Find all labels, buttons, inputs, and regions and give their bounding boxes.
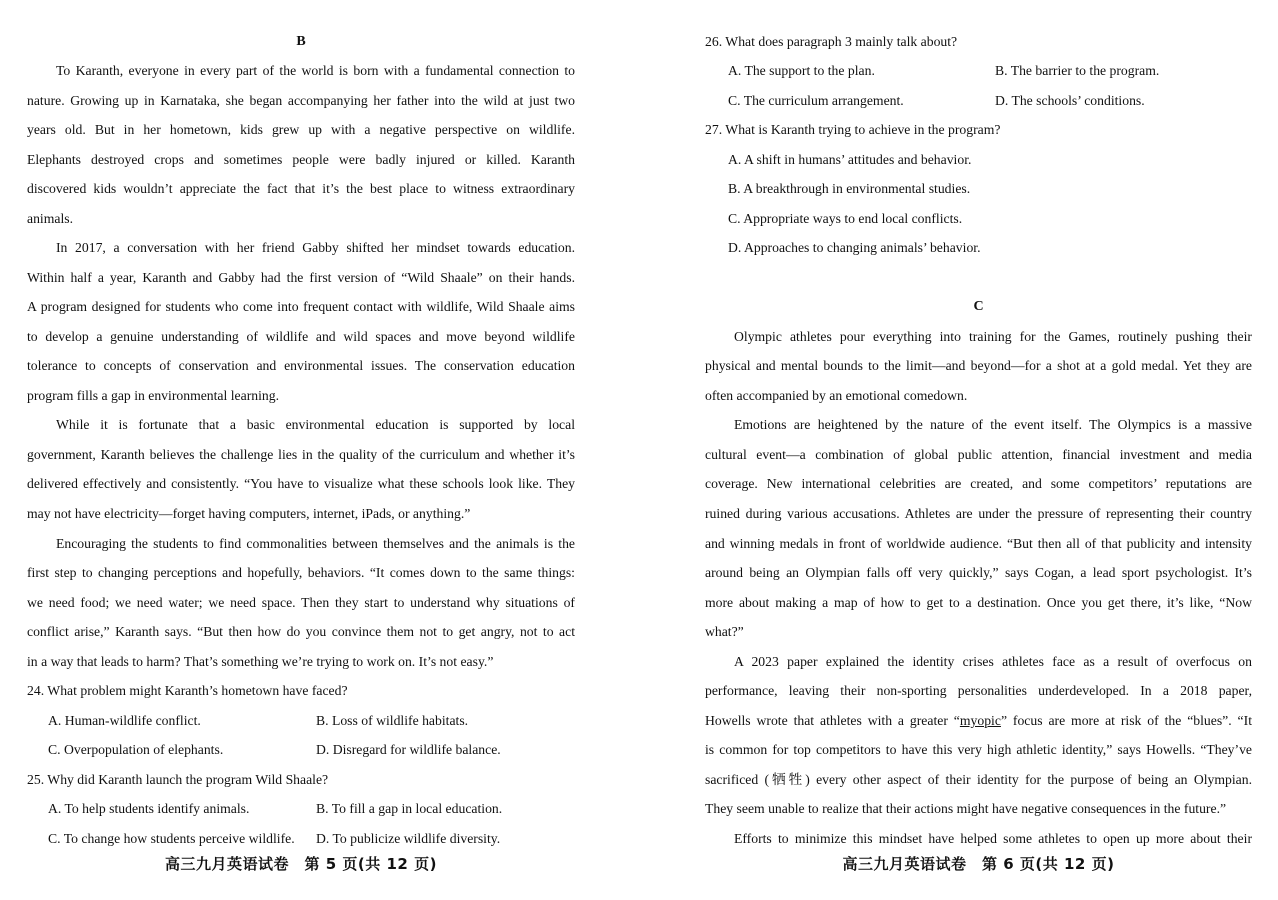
section-heading-b: B [296, 34, 306, 49]
answer-option: B. Loss of wildlife habitats. [316, 713, 469, 728]
answer-option: A. Human-wildlife conflict. [48, 713, 201, 728]
question-stem: 26. What does paragraph 3 mainly talk about? [705, 34, 958, 49]
text-line: A program designed for students who come into frequent contact with wildlife, Wild Shaale aims [27, 299, 575, 314]
text-line: we need food; we need water; we need space. Then they start to understand why situations of [27, 595, 575, 610]
question-stem: 24. What problem might Karanth’s hometown have faced? [27, 683, 348, 698]
text-line-with-underline: Howells wrote that athletes with a greater “myopic” focus are more at risk of the “blues”. “It [705, 713, 1252, 728]
text-line: discovered kids wouldn’t appreciate the fact that it’s the best place to witness extraordinary [27, 181, 575, 196]
text-line: more about making a map of how to get to a destination. Once you get there, it’s like, “Now [705, 595, 1252, 610]
text-line: around being an Olympian falls off very quickly,” says Cogan, a lead sport psychologist. It’s [705, 565, 1252, 580]
text-line: delivered effectively and consistently. “You have to visualize what these schools look like. They [27, 476, 575, 491]
text-line: animals. [27, 211, 73, 226]
answer-option: A. To help students identify animals. [48, 801, 250, 816]
text-line: Encouraging the students to find commonalities between themselves and the animals is the [56, 536, 575, 551]
page-footer: 高三九月英语试卷 第 6 页(共 12 页) [842, 855, 1115, 873]
text-line: While it is fortunate that a basic environmental education is supported by local [56, 417, 575, 432]
answer-option: C. Appropriate ways to end local conflicts. [728, 211, 963, 226]
exam-page-6 [705, 0, 1252, 900]
answer-option: B. To fill a gap in local education. [316, 801, 503, 816]
answer-option: A. A shift in humans’ attitudes and behavior. [728, 152, 972, 167]
text-line: To Karanth, everyone in every part of the world is born with a fundamental connection to [56, 63, 575, 78]
text-line: physical and mental bounds to the limit—and beyond—for a shot at a gold medal. Yet they are [705, 358, 1252, 373]
option-row [27, 706, 575, 736]
question-stem: 25. Why did Karanth launch the program Wild Shaale? [27, 772, 329, 787]
answer-option: B. A breakthrough in environmental studies. [728, 181, 971, 196]
text-line: in a way that leads to harm? That’s something we’re trying to work on. It’s not easy.” [27, 654, 494, 669]
answer-option: D. Approaches to changing animals’ behavior. [728, 240, 981, 255]
section-heading-c: C [973, 299, 984, 314]
exam-page-5 [27, 0, 575, 900]
text-line: Olympic athletes pour everything into training for the Games, routinely pushing their [734, 329, 1252, 344]
option-row [27, 735, 575, 765]
answer-option: D. The schools’ conditions. [995, 93, 1145, 108]
text-line: cultural event—a combination of global public attention, financial investment and media [705, 447, 1252, 462]
text-line: tolerance to concepts of conservation and environmental issues. The conservation education [27, 358, 575, 373]
question-stem: 27. What is Karanth trying to achieve in the program? [705, 122, 1001, 137]
answer-option: B. The barrier to the program. [995, 63, 1160, 78]
text-line: They seem unable to realize that their actions might have negative consequences in the future.” [705, 801, 1227, 816]
text-line: performance, leaving their non-sporting personalities underdeveloped. In a 2018 paper, [705, 683, 1252, 698]
text-line: ruined during various accusations. Athletes are under the pressure of representing their country [705, 506, 1252, 521]
text-line: and winning medals in front of worldwide audience. “But then all of that publicity and intensity [705, 536, 1252, 551]
text-line: what?” [705, 624, 744, 639]
text-line: often accompanied by an emotional comedown. [705, 388, 968, 403]
text-line: coverage. New international celebrities are created, and some competitors’ reputations are [705, 476, 1252, 491]
text-line: program fills a gap in environmental learning. [27, 388, 280, 403]
text-line: government, Karanth believes the challenge lies in the quality of the curriculum and whether it’s [27, 447, 575, 462]
text-line: conflict arise,” Karanth says. “But then how do you convince them not to get angry, not to act [27, 624, 575, 639]
text-line: Within half a year, Karanth and Gabby had the first version of “Wild Shaale” on their hands. [27, 270, 575, 285]
text-line: A 2023 paper explained the identity crises athletes face as a result of overfocus on [734, 654, 1252, 669]
text-line: to develop a genuine understanding of wildlife and wild spaces and move beyond wildlife [27, 329, 575, 344]
text-line: years old. But in her hometown, kids grew up with a negative perspective on wildlife. [27, 122, 575, 137]
text-line: nature. Growing up in Karnataka, she began accompanying her father into the wild at just two [27, 93, 575, 108]
option-row [705, 86, 1252, 116]
answer-option: A. The support to the plan. [728, 63, 875, 78]
text-line: first step to changing perceptions and hopefully, behaviors. “It comes down to the same things: [27, 565, 575, 580]
text-line: In 2017, a conversation with her friend Gabby shifted her mindset towards education. [56, 240, 575, 255]
text-line: sacrificed (牺牲) every other aspect of their identity for the purpose of being an Olympian. [705, 772, 1252, 787]
option-row [27, 794, 575, 824]
underlined-word: myopic [959, 713, 1001, 728]
answer-option: C. The curriculum arrangement. [728, 93, 904, 108]
text-line: is common for top competitors to have this very high athletic identity,” says Howells. “They’ve [705, 742, 1252, 757]
text-line: may not have electricity—forget having computers, internet, iPads, or anything.” [27, 506, 471, 521]
option-row [705, 56, 1252, 86]
text-line: Elephants destroyed crops and sometimes people were badly injured or killed. Karanth [27, 152, 575, 167]
answer-option: D. To publicize wildlife diversity. [316, 831, 501, 846]
text-line: Efforts to minimize this mindset have helped some athletes to open up more about their [734, 831, 1252, 846]
answer-option: D. Disregard for wildlife balance. [316, 742, 501, 757]
answer-option: C. Overpopulation of elephants. [48, 742, 224, 757]
answer-option: C. To change how students perceive wildlife. [48, 831, 295, 846]
page-footer: 高三九月英语试卷 第 5 页(共 12 页) [165, 855, 437, 873]
option-row [27, 824, 575, 854]
text-line: Emotions are heightened by the nature of the event itself. The Olympics is a massive [734, 417, 1252, 432]
